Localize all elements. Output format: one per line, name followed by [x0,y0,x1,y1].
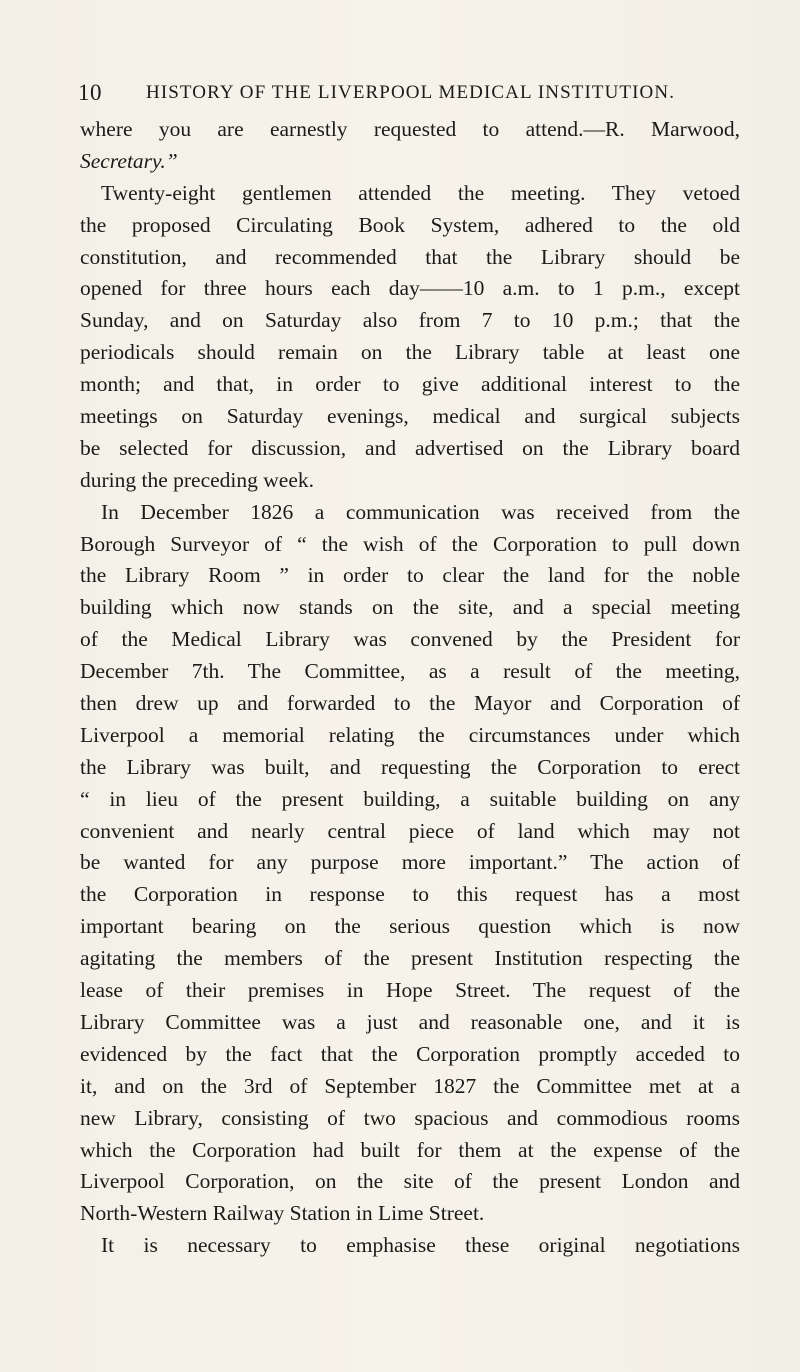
text-line: Borough Surveyor of “ the wish of the Corporation to pull down [80,531,740,556]
text-line: it, and on the 3rd of September 1827 the Committee met at a [80,1073,740,1098]
text-line: be selected for discussion, and advertised on the Library board [80,435,740,460]
text-line: lease of their premises in Hope Street. The request of the [80,978,740,1003]
text-line: the Library Room ” in order to clear the land for the noble [80,563,740,588]
text-line: In December 1826 a communication was received from the [101,499,740,524]
text-line: the Corporation in response to this request has a most [80,882,740,907]
text-line: Secretary.” [80,148,178,173]
text-line: during the preceding week. [80,467,315,492]
text-line: Sunday, and on Saturday also from 7 to 10 p.m.; that the [80,308,740,333]
text-line: building which now stands on the site, and a special meeting [80,595,740,620]
text-line: convenient and nearly central piece of land which may not [80,818,740,843]
text-line: which the Corporation had built for them at the expense of the [80,1137,740,1162]
text-line: month; and that, in order to give additional interest to the [80,372,740,397]
text-line: the Library was built, and requesting the Corporation to erect [80,754,740,779]
text-line: “ in lieu of the present building, a suitable building on any [80,786,740,811]
text-line: agitating the members of the present Institution respecting the [80,946,740,971]
text-line: evidenced by the fact that the Corporation promptly acceded to [80,1041,740,1066]
text-line: meetings on Saturday evenings, medical and surgical subjects [80,404,740,429]
running-head: HISTORY OF THE LIVERPOOL MEDICAL INSTITUTION. [146,82,676,103]
text-line: where you are earnestly requested to attend.—R. Marwood, [80,117,740,141]
text-line: then drew up and forwarded to the Mayor and Corporation of [80,691,740,716]
text-line: important bearing on the serious question which is now [80,914,740,939]
text-line: Liverpool a memorial relating the circumstances under which [80,722,740,747]
text-line: December 7th. The Committee, as a result of the meeting, [80,659,740,684]
text-line: Library Committee was a just and reasonable one, and it is [80,1009,740,1034]
text-line: Twenty-eight gentlemen attended the meeting. They vetoed [101,180,740,205]
text-line: It is necessary to emphasise these original negotiations [101,1233,740,1258]
text-line: be wanted for any purpose more important.” The action of [80,850,740,875]
text-line: the proposed Circulating Book System, adhered to the old [80,212,740,237]
page-header [78,80,718,110]
text-line: Liverpool Corporation, on the site of the present London and [80,1169,740,1194]
text-line: opened for three hours each day——10 a.m. to 1 p.m., except [80,276,740,301]
text-line: periodicals should remain on the Library table at least one [80,340,740,365]
text-line: North-Western Railway Station in Lime Street. [80,1201,485,1226]
text-line: constitution, and recommended that the Library should be [80,244,740,269]
body-text [80,114,740,1262]
text-line: new Library, consisting of two spacious and commodious rooms [80,1105,740,1130]
text-line: of the Medical Library was convened by the President for [80,627,740,652]
page-number: 10 [78,80,102,105]
